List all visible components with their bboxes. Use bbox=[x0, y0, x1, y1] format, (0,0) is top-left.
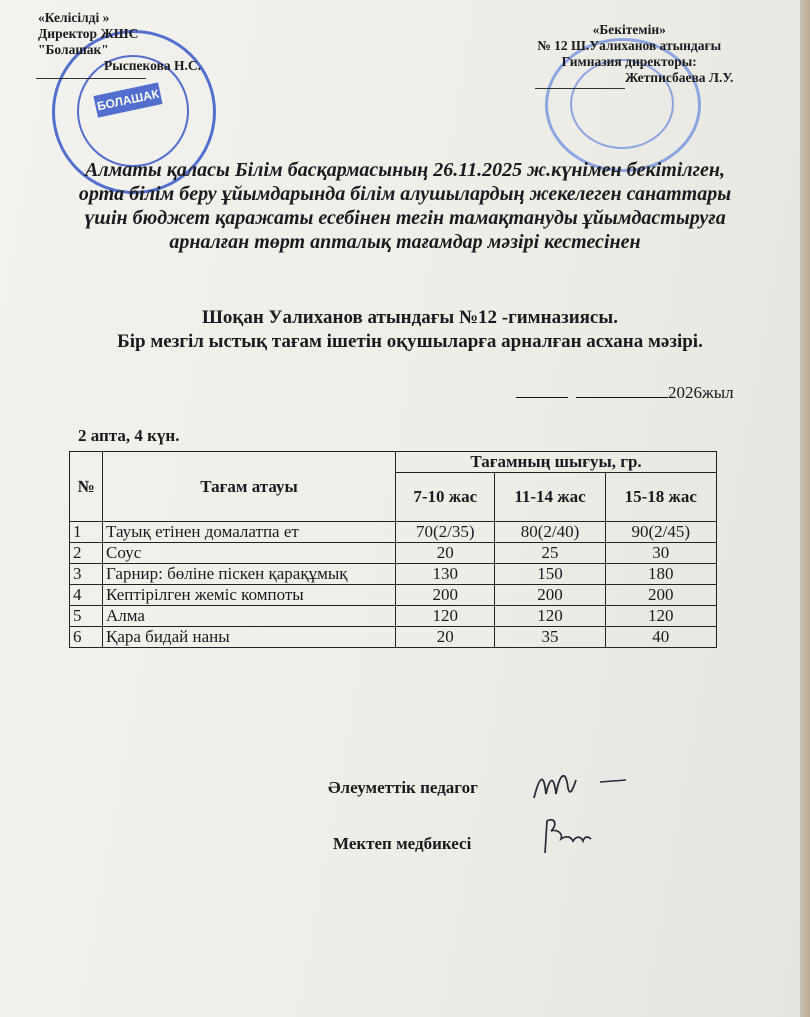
header-age-7-10: 7-10 жас bbox=[396, 473, 495, 522]
table-row bbox=[70, 522, 717, 543]
date-line bbox=[516, 383, 734, 403]
school-name: Шоқан Уалиханов атындағы №12 -гимназиясы. bbox=[202, 307, 618, 328]
right-header-line2: № 12 Ш.Уалиханов атындағы bbox=[537, 38, 722, 53]
left-header-line4: Рыспекова Н.С. bbox=[104, 58, 201, 73]
school-nurse-label: Мектеп медбикесі bbox=[333, 834, 472, 853]
row-val-a: 20 bbox=[396, 627, 495, 648]
row-dish: Гарнир: бөліне піскен қарақұмық bbox=[103, 564, 396, 585]
row-num: 5 bbox=[70, 606, 103, 627]
social-pedagogue-signature bbox=[530, 768, 630, 804]
right-signature-line bbox=[535, 88, 625, 89]
row-num: 1 bbox=[70, 522, 103, 543]
menu-table bbox=[69, 451, 717, 648]
row-val-c: 200 bbox=[605, 585, 716, 606]
row-val-c: 90(2/45) bbox=[605, 522, 716, 543]
row-dish: Кептірілген жеміс компоты bbox=[103, 585, 396, 606]
header-age-11-14: 11-14 жас bbox=[495, 473, 605, 522]
table-row bbox=[70, 564, 717, 585]
table-row bbox=[70, 627, 717, 648]
school-nurse-signature bbox=[537, 815, 597, 857]
left-signature-line bbox=[36, 78, 146, 79]
year-text: 2026жыл bbox=[668, 383, 734, 402]
row-dish: Алма bbox=[103, 606, 396, 627]
week-day-label: 2 апта, 4 күн. bbox=[78, 426, 180, 445]
row-val-a: 20 bbox=[396, 543, 495, 564]
school-heading bbox=[40, 306, 780, 354]
left-header-line1: «Келісілді » bbox=[38, 10, 110, 25]
left-header-line3: "Болашак" bbox=[38, 42, 109, 57]
row-val-b: 35 bbox=[495, 627, 605, 648]
row-val-c: 40 bbox=[605, 627, 716, 648]
table-row bbox=[70, 585, 717, 606]
page-edge-shadow bbox=[800, 0, 810, 1017]
row-dish: Тауық етінен домалатпа ет bbox=[103, 522, 396, 543]
header-age-15-18: 15-18 жас bbox=[605, 473, 716, 522]
table-header-row bbox=[70, 452, 717, 473]
right-header-line4: Жетписбаева Л.У. bbox=[625, 70, 734, 85]
row-val-a: 130 bbox=[396, 564, 495, 585]
row-val-a: 70(2/35) bbox=[396, 522, 495, 543]
row-val-c: 120 bbox=[605, 606, 716, 627]
row-dish: Соус bbox=[103, 543, 396, 564]
row-val-a: 120 bbox=[396, 606, 495, 627]
header-num: № bbox=[70, 452, 103, 522]
date-blank-day bbox=[516, 397, 568, 398]
row-val-b: 200 bbox=[495, 585, 605, 606]
right-header-line3: Гимназия директоры: bbox=[561, 54, 697, 69]
right-header-line1: «Бекітемін» bbox=[592, 22, 666, 37]
row-val-c: 180 bbox=[605, 564, 716, 585]
row-val-b: 80(2/40) bbox=[495, 522, 605, 543]
document-title: Алматы қаласы Білім басқармасының 26.11.2025 ж.күнімен бекітілген, орта білім беру ұйымдарында білім алушылардың жекелеген санаттары үшін бюджет қаражаты есебінен тегін тамақтануды ұйымдастыруға арналған төрт апталық тағамдар мәзірі кестесінен bbox=[78, 159, 732, 253]
date-blank-month bbox=[576, 397, 668, 398]
social-pedagogue-label: Әлеуметтік педагог bbox=[328, 778, 478, 797]
table-row bbox=[70, 543, 717, 564]
table-row bbox=[70, 606, 717, 627]
row-num: 4 bbox=[70, 585, 103, 606]
row-val-b: 25 bbox=[495, 543, 605, 564]
row-num: 6 bbox=[70, 627, 103, 648]
left-header-line2: Директор ЖШС bbox=[38, 26, 139, 41]
row-num: 2 bbox=[70, 543, 103, 564]
menu-subtitle: Бір мезгіл ыстық тағам ішетін оқушыларға арналған асхана мәзірі. bbox=[117, 331, 703, 352]
header-output: Тағамның шығуы, гр. bbox=[396, 452, 717, 473]
approval-right-header bbox=[525, 22, 733, 86]
row-dish: Қара бидай наны bbox=[103, 627, 396, 648]
row-num: 3 bbox=[70, 564, 103, 585]
approval-left-header bbox=[38, 10, 201, 74]
header-dish-name: Тағам атауы bbox=[103, 452, 396, 522]
row-val-a: 200 bbox=[396, 585, 495, 606]
row-val-b: 150 bbox=[495, 564, 605, 585]
row-val-b: 120 bbox=[495, 606, 605, 627]
row-val-c: 30 bbox=[605, 543, 716, 564]
stamp-badge: БОЛАШАК bbox=[93, 82, 162, 117]
